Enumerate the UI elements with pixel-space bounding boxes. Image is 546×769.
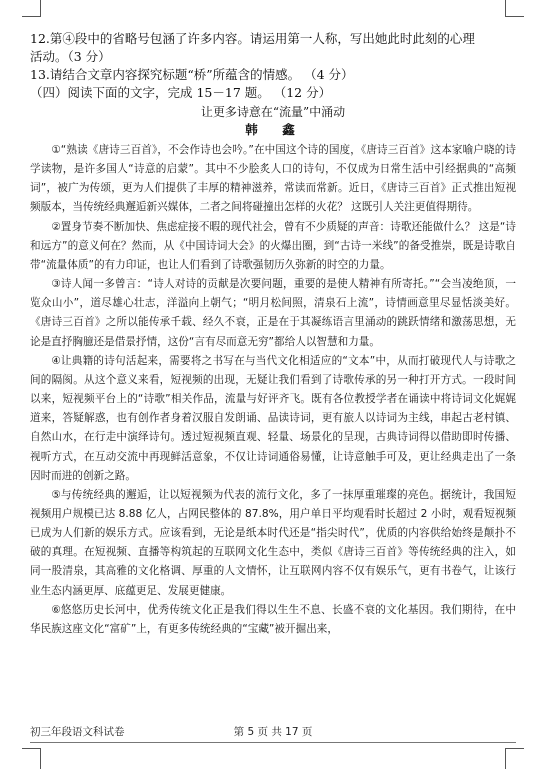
question-12-line-2: 活动。（3 分） bbox=[30, 49, 111, 64]
paragraph-4: ④让典籍的诗句活起来，需要将之书写在与当代文化相适应的“文本”中，从而打破现代人与诗歌之间的隔阂。从这个意义来看，短视频的出现，无疑让我们看到了诗歌传承的另一种打开方式。一段时间以来，短视频平台上的“诗歌”相关作品，流量与好评齐飞。既有各位教授学者在诵读中将诗词文化娓娓道来，答疑解惑，也有创作者身着汉服自发朗诵、品读诗词，更有旅人以诗词为主线，串起古老村镇、自然山水，在行走中演绎诗句。透过短视频直观、轻量、场景化的呈现，古典诗词得以借助即时传播、视听方式，在互动交流中再现鲜活意象，不仅让诗词通俗易懂，让诗意触手可及，更让经典走出了一条因时而进的创新之路。 bbox=[30, 354, 516, 482]
paragraph-5: ⑤与传统经典的邂逅，让以短视频为代表的流行文化，多了一抹厚重璀璨的亮色。据统计，我国短视频用户规模已达 8.88 亿人，占网民整体的 87.8%，用户单日平均观看时长超过 2 小时，观看短视频已成为人们新的娱乐方式。应该看到，无论是纸本时代还是“指尖时代”，优质的内容供给始终是颠扑不破的真理。在短视频、直播等构筑起的互联网文化生态中，类似《唐诗三百首》等传统经典的注入，如同一股清泉，其高雅的文化格调、厚重的人文情怀，让互联网内容不仅有娱乐气，更有书卷气，让该行业生态内涵更厚、底蕴更足、发展更健康。 bbox=[30, 488, 516, 597]
paragraph-1: ①“熟读《唐诗三百首》，不会作诗也会吟。”在中国这个诗的国度，《唐诗三百首》这本家喻户晓的诗学读物，是许多国人“诗意的启蒙”。其中不少脍炙人口的诗句，不仅成为日常生活中引经据典的“高频词”，被广为传颂，更为人们提供了丰厚的精神滋养，常读而常新。近日，《唐诗三百首》正式推出短视频版本，当传统经典邂逅新兴媒体，二者之间将碰撞出怎样的火花？ 这既引人关注更值得期待。 bbox=[30, 144, 516, 214]
page-footer bbox=[30, 720, 516, 740]
paragraph-6: ⑥悠悠历史长河中，优秀传统文化正是我们得以生生不息、长盛不衰的文化基因。我们期待，在中华民族这座文化“富矿”上，有更多传统经典的“宝藏”被开掘出来， bbox=[30, 603, 516, 635]
passage-title: 让更多诗意在“流量”中涌动 bbox=[200, 105, 346, 119]
section-4-heading: （四）阅读下面的文字，完成 15－17 题。 （12 分） bbox=[30, 85, 332, 100]
crop-mark-bottom-right bbox=[505, 748, 524, 769]
passage-author: 韩 鑫 bbox=[245, 122, 301, 137]
question-13: 13.请结合文章内容探究标题“桥”所蕴含的情感。 （4 分） bbox=[30, 67, 354, 82]
page-number: 第 5 页 共 17 页 bbox=[233, 726, 313, 738]
question-12-line-1: 12.第④段中的省略号包涵了许多内容。请运用第一人称，写出她此时此刻的心理 bbox=[30, 31, 475, 46]
exam-name: 初三年段语文科试卷 bbox=[30, 726, 125, 738]
crop-mark-top-right bbox=[505, 0, 524, 17]
paragraph-3: ③诗人闻一多曾言：“诗人对诗的贡献是次要问题，重要的是使人精神有所寄托。”“会当凌绝顶，一览众山小”，道尽雄心壮志，洋溢向上朝气；“明月松间照，清泉石上流”，诗情画意里尽显恬淡美好。《唐诗三百首》之所以能传承千载、经久不衰，正是在于其凝练语言里涌动的跳跃情绪和激荡思想，无论是直抒胸臆还是借景抒情，这份“言有尽而意无穷”都给人以智慧和力量。 bbox=[30, 278, 516, 348]
crop-mark-bottom-left bbox=[22, 748, 41, 769]
footer-rule bbox=[30, 742, 516, 743]
paragraph-2: ②置身节奏不断加快、焦虑症接不暇的现代社会，曾有不少质疑的声音：诗歌还能做什么？ 这是“诗和远方”的意义何在？然而，从《中国诗词大会》的火爆出圈，到“古诗一米线”的备受推崇，既是诗歌自带“流量体质”的有力印证，也让人们看到了诗歌强韧历久弥新的时空的力量。 bbox=[30, 220, 516, 271]
crop-mark-top-left bbox=[22, 0, 41, 17]
page-content bbox=[30, 30, 516, 639]
